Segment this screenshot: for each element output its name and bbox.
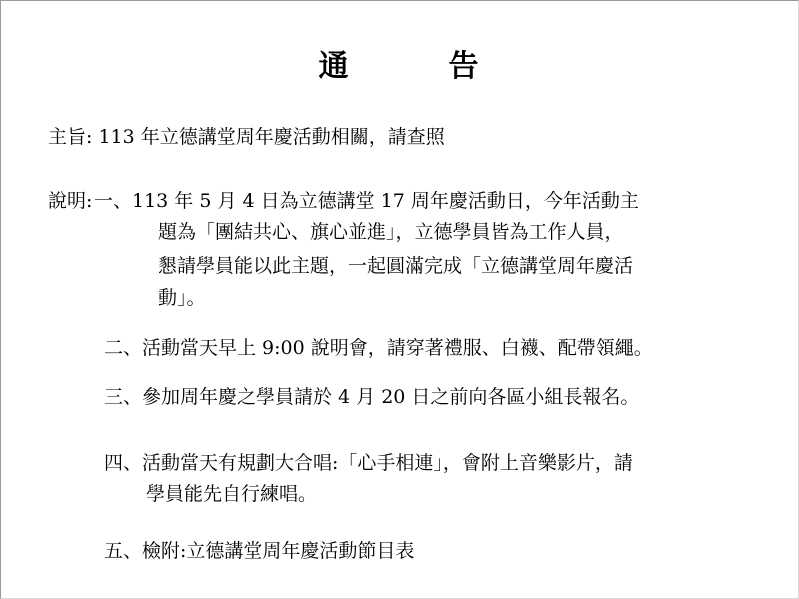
item-2: 二、活動當天早上 9:00 說明會，請穿著禮服、白襪、配帶領繩。	[104, 337, 653, 359]
item-1-line-4: 動」。	[158, 287, 206, 309]
explanation-label: 說明:	[48, 190, 93, 212]
title-char-2: 告	[448, 49, 481, 84]
item-3: 三、參加周年慶之學員請於 4 月 20 日之前向各區小組長報名。	[104, 386, 640, 408]
subject-line: 主旨: 113 年立德講堂周年慶活動相關，請查照	[48, 126, 445, 148]
item-4-line-2: 學員能先自行練唱。	[146, 483, 318, 505]
item-1-line-2: 題為「團結共心、旗心並進」，立德學員皆為工作人員，	[158, 221, 624, 243]
notice-title	[1, 45, 798, 89]
item-1-line-1: 一、113 年 5 月 4 日為立德講堂 17 周年慶活動日，今年活動主	[94, 190, 639, 212]
item-1-line-3: 懇請學員能以此主題，一起圓滿完成「立德講堂周年慶活	[158, 255, 634, 277]
title-char-1: 通	[318, 49, 351, 84]
item-4-line-1: 四、活動當天有規劃大合唱:「心手相連」，會附上音樂影片，請	[104, 452, 633, 474]
item-5: 五、檢附:立德講堂周年慶活動節目表	[104, 540, 415, 562]
